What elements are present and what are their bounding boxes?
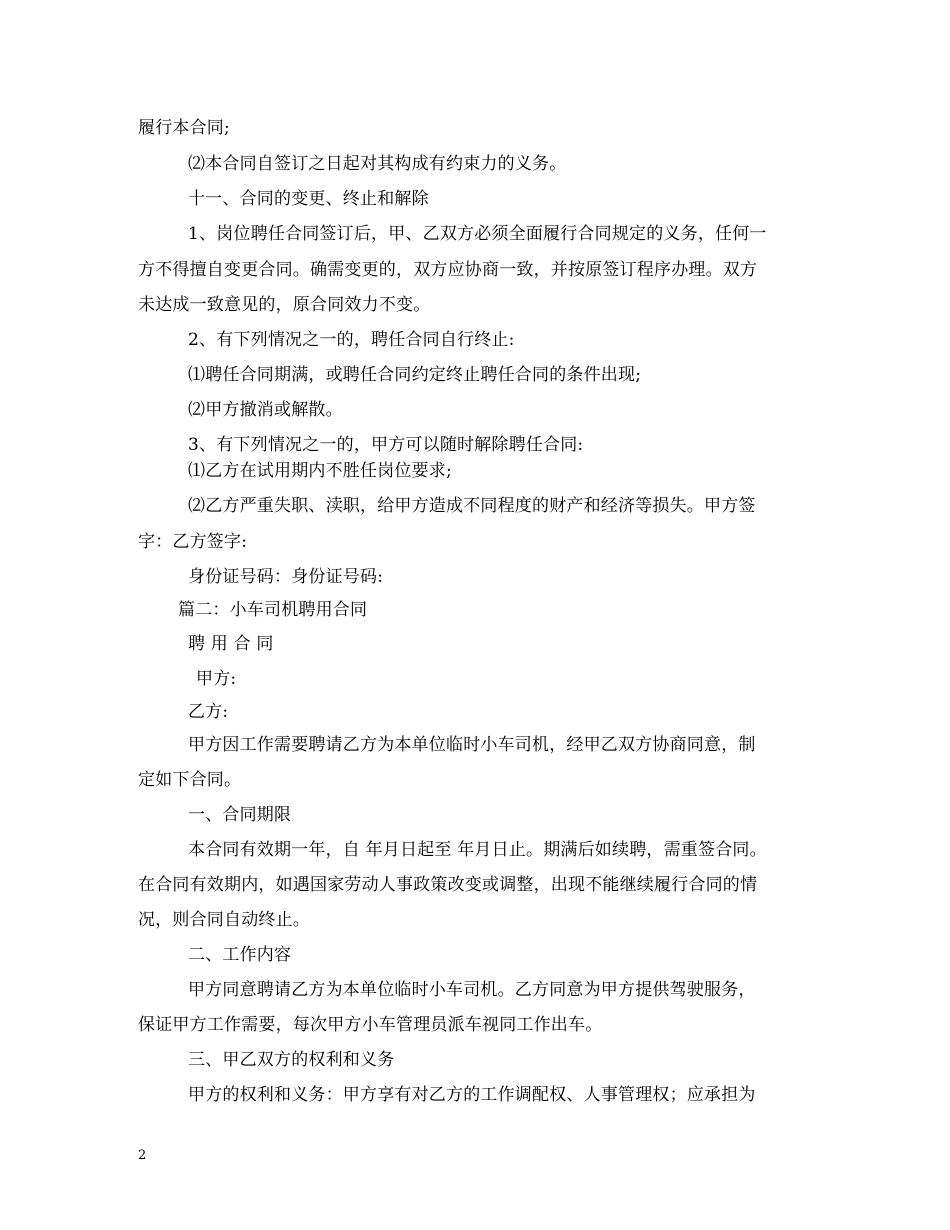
section-heading: 篇二：小车司机聘用合同 — [178, 600, 368, 620]
text-line: 1、岗位聘任合同签订后，甲、乙双方必须全面履行合同规定的义务，任何一 — [188, 224, 767, 244]
text-line: 未达成一致意见的，原合同效力不变。 — [138, 295, 431, 315]
section-heading: 三、甲乙双方的权利和义务 — [188, 1050, 395, 1070]
section-heading: 十一、合同的变更、终止和解除 — [188, 189, 429, 209]
text-line: ⑵乙方严重失职、渎职，给甲方造成不同程度的财产和经济等损失。甲方签 — [188, 496, 756, 516]
text-line: ⑴乙方在试用期内不胜任岗位要求; — [188, 461, 452, 481]
party-a-label: 甲方: — [196, 669, 237, 689]
text-line: 保证甲方工作需要，每次甲方小车管理员派车视同工作出车。 — [138, 1015, 603, 1035]
contract-title: 聘 用 合 同 — [188, 634, 274, 654]
section-heading: 一、合同期限 — [188, 805, 292, 825]
text-line: 字：乙方签字: — [138, 532, 248, 552]
page-number: 2 — [138, 1148, 147, 1163]
text-line: 2、有下列情况之一的，聘任合同自行终止: — [188, 330, 515, 350]
party-b-label: 乙方: — [188, 702, 229, 722]
text-line: 履行本合同; — [138, 118, 230, 138]
text-line: 3、有下列情况之一的，甲方可以随时解除聘任合同: — [188, 435, 584, 455]
text-line: 方不得擅自变更合同。确需变更的，双方应协商一致，并按原签订程序办理。双方 — [138, 260, 758, 280]
text-line: 定如下合同。 — [138, 770, 242, 790]
section-heading: 二、工作内容 — [188, 945, 292, 965]
text-line: ⑵甲方撤消或解散。 — [188, 400, 343, 420]
text-line: 本合同有效期一年，自 年月日起至 年月日止。期满后如续聘，需重签合同。 — [188, 840, 767, 860]
text-line: 身份证号码：身份证号码: — [188, 567, 384, 587]
text-line: 甲方因工作需要聘请乙方为本单位临时小车司机，经甲乙双方协商同意，制 — [188, 735, 756, 755]
text-line: 甲方同意聘请乙方为本单位临时小车司机。乙方同意为甲方提供驾驶服务， — [188, 980, 756, 1000]
text-line: ⑴聘任合同期满，或聘任合同约定终止聘任合同的条件出现; — [188, 365, 642, 385]
text-line: 况，则合同自动终止。 — [138, 910, 310, 930]
text-line: 在合同有效期内，如遇国家劳动人事政策改变或调整，出现不能继续履行合同的情 — [138, 875, 758, 895]
text-line: 甲方的权利和义务：甲方享有对乙方的工作调配权、人事管理权；应承担为 — [188, 1085, 756, 1105]
text-line: ⑵本合同自签订之日起对其构成有约束力的义务。 — [188, 154, 567, 174]
